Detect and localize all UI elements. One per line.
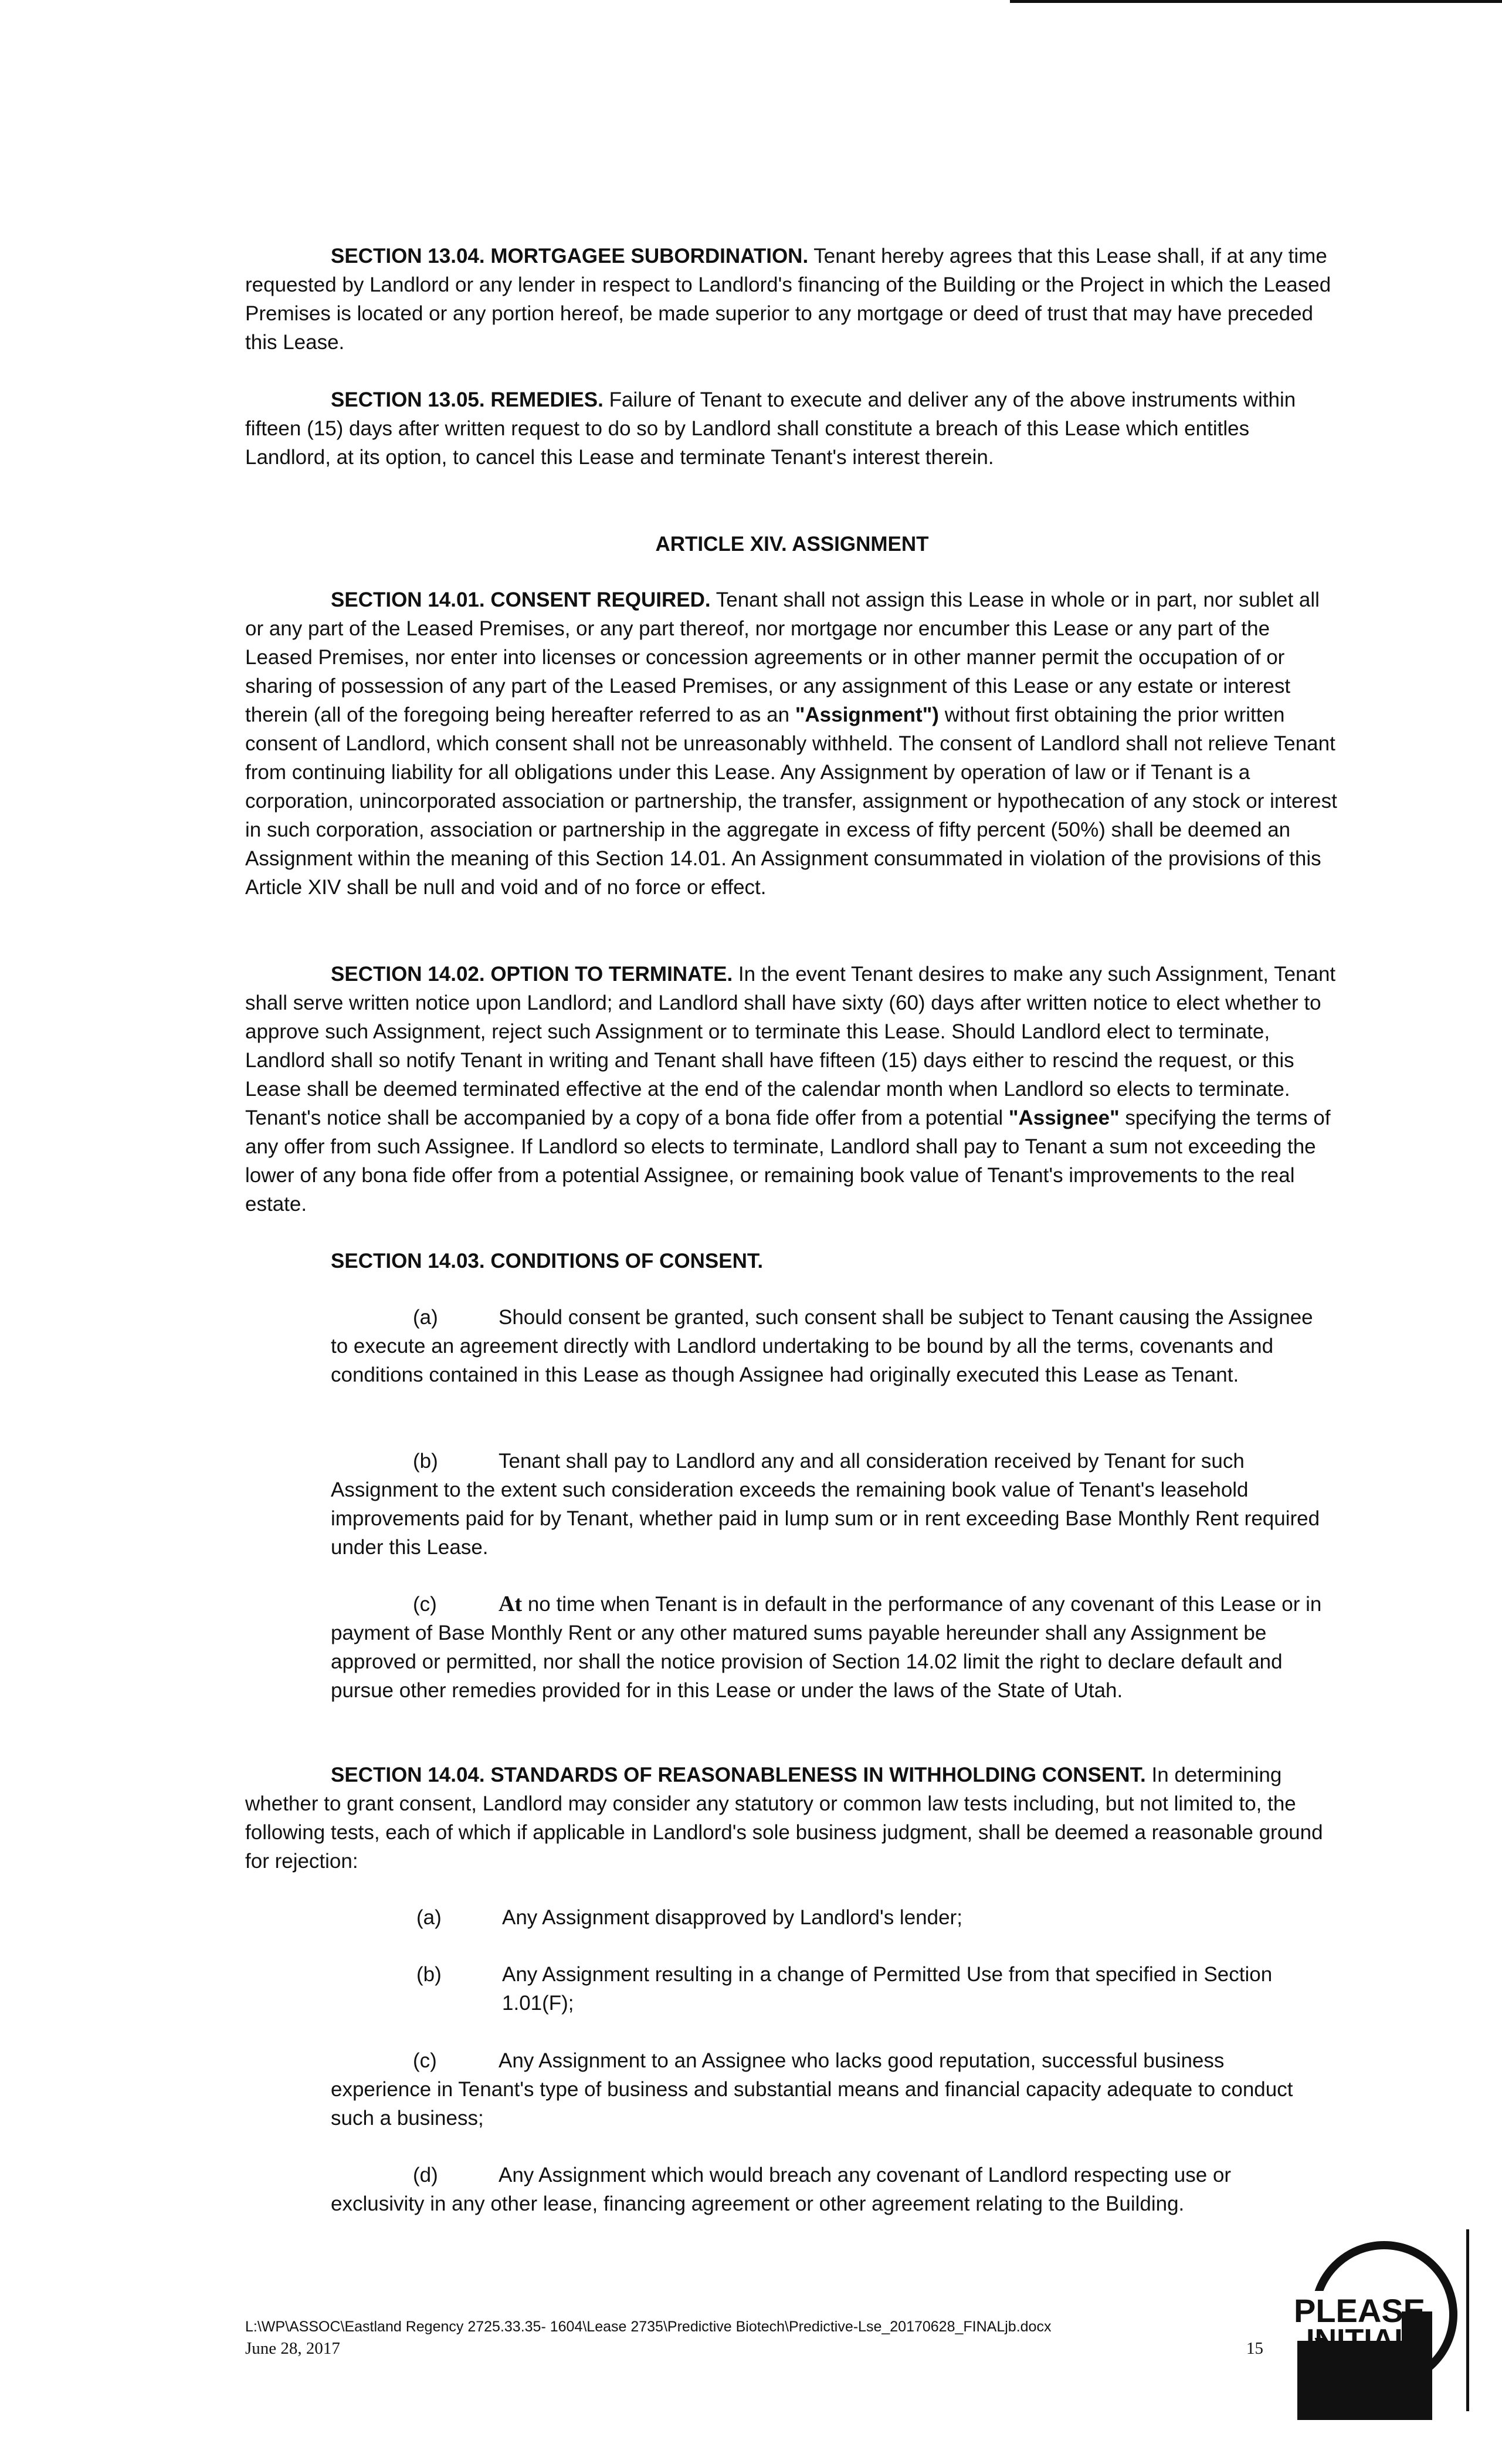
section-14-01-heading: SECTION 14.01. CONSENT REQUIRED. (331, 588, 711, 611)
section-14-04-heading: SECTION 14.04. STANDARDS OF REASONABLENESS IN WITHHOLDING CONSENT. (331, 1764, 1146, 1786)
condition-c-at: At (499, 1592, 523, 1616)
section-13-05-body: Failure of Tenant to execute and deliver any of the above instruments within fifteen (15) days after written request to do so by Landlord shall constitute a breach of this Lease which entitles Landlord, at its option, to cancel this Lease and terminate Tenant's interest therein. (245, 388, 1296, 469)
condition-a-text: Should consent be granted, such consent shall be subject to Tenant causing the Assignee to execute an agreement directly with Landlord undertaking to be bound by all the terms, covenants and conditions contained in this Lease as though Assignee had originally executed this Lease as Tenant. (331, 1306, 1313, 1386)
condition-b (331, 1447, 1322, 1562)
stamp-line-1: PLEASE (1293, 2292, 1426, 2329)
section-14-04-body: In determining whether to grant consent, Landlord may consider any statutory or common law tests including, but not limited to, the following tests, each of which if applicable in Landlord's sole business judgment, shall be deemed a reasonable ground for rejection: (245, 1764, 1323, 1873)
footer-date: June 28, 2017 (245, 2339, 340, 2358)
standard-a-label: (a) (416, 1906, 442, 1929)
standard-d-label: (d) (413, 2164, 438, 2187)
standard-c-text: Any Assignment to an Assignee who lacks good reputation, successful business experience in Tenant's type of business and substantial means and financial capacity adequate to conduct such a business; (331, 2049, 1293, 2130)
section-14-01-body-2: without first obtaining the prior written consent of Landlord, which consent shall not be unreasonably withheld. The consent of Landlord shall not relieve Tenant from continuing liability for all obligations under this Lease. Any Assignment by operation of law or if Tenant is a corporation, unincorporated association or partnership, the transfer, assignment or hypothecation of any stock or interest in such corporation, association or partnership in the aggregate in excess of fifty percent (50%) shall be deemed an Assignment within the meaning of this Section 14.01. An Assignment consummated in violation of the provisions of this Article XIV shall be null and void and of no force or effect. (245, 703, 1337, 899)
section-13-04-body: Tenant hereby agrees that this Lease shall, if at any time requested by Landlord or any lender in respect to Landlord's financing of the Building or the Project in which the Leased Premises is located or any portion hereof, be made superior to any mortgage or deed of trust that may have preceded this Lease. (245, 245, 1331, 354)
section-14-03-heading (331, 1247, 1328, 1275)
section-14-02-heading: SECTION 14.02. OPTION TO TERMINATE. (331, 963, 733, 986)
standard-b-label: (b) (416, 1963, 442, 1986)
section-13-04-heading: SECTION 13.04. MORTGAGEE SUBORDINATION. (331, 245, 809, 268)
please-initial-stamp (1290, 2235, 1478, 2423)
condition-a-label: (a) (413, 1306, 438, 1329)
top-rule (1010, 0, 1502, 3)
standard-d-text: Any Assignment which would breach any covenant of Landlord respecting use or exclusivity in any other lease, financing agreement or other agreement relating to the Building. (331, 2164, 1232, 2215)
condition-c (331, 1590, 1322, 1705)
page-number: 15 (1246, 2339, 1263, 2358)
condition-c-text: no time when Tenant is in default in the performance of any covenant of this Lease or in payment of Base Monthly Rent or any other matured sums payable hereunder shall any Assignment be approved or permitted, nor shall the notice provision of Section 14.02 limit the right to declare default and pursue other remedies provided for in this Lease or under the laws of the State of Utah. (331, 1593, 1322, 1702)
standard-a-text: Any Assignment disapproved by Landlord's lender; (502, 1906, 962, 1929)
section-14-01 (245, 585, 1339, 902)
condition-c-label: (c) (413, 1593, 437, 1616)
margin-rule (1466, 2229, 1469, 2411)
condition-a (331, 1303, 1322, 1389)
assignee-term: "Assignee" (1008, 1106, 1120, 1129)
standard-b (416, 1960, 1320, 2018)
condition-b-text: Tenant shall pay to Landlord any and all consideration received by Tenant for such Assignment to the extent such consideration exceeds the remaining book value of Tenant's leasehold improvements paid for by Tenant, whether paid in lump sum or in rent exceeding Base Monthly Rent required under this Lease. (331, 1450, 1320, 1559)
section-13-05 (245, 385, 1339, 472)
standard-a (416, 1903, 1320, 1932)
condition-b-label: (b) (413, 1450, 438, 1473)
standard-c (331, 2046, 1322, 2133)
section-14-04 (245, 1761, 1339, 1876)
section-13-05-heading: SECTION 13.05. REMEDIES. (331, 388, 603, 411)
stamp-line-2: INITIAL (1306, 2323, 1413, 2357)
assignment-term: "Assignment") (795, 703, 939, 726)
section-14-02-body-2: specifying the terms of any offer from such Assignee. If Landlord so elects to terminate, Landlord shall pay to Tenant a sum not exceeding the lower of any bona fide offer from a potential Assignee, or remaining book value of Tenant's improvements to the real estate. (245, 1106, 1331, 1216)
section-14-01-body-1: Tenant shall not assign this Lease in whole or in part, nor sublet all or any part of the Leased Premises, or any part thereof, nor mortgage nor encumber this Lease or any part of the Leased Premises, nor enter into licenses or concession agreements or in other manner permit the occupation of or sharing of possession of any part of the Leased Premises, or any assignment of this Lease or any estate or interest therein (all of the foregoing being hereafter referred to as an (245, 588, 1320, 726)
section-14-02-body-1: In the event Tenant desires to make any such Assignment, Tenant shall serve written notice upon Landlord; and Landlord shall have sixty (60) days after written notice to elect whether to approve such Assignment, reject such Assignment or to terminate this Lease. Should Landlord elect to terminate, Landlord shall so notify Tenant in writing and Tenant shall have fifteen (15) days either to rescind the request, or this Lease shall be deemed terminated effective at the end of the calendar month when Landlord so elects to terminate. Tenant's notice shall be accompanied by a copy of a bona fide offer from a potential (245, 963, 1336, 1129)
standard-d (331, 2161, 1322, 2218)
footer-file-path: L:\WP\ASSOC\Eastland Regency 2725.33.35- 1604\Lease 2735\Predictive Biotech\Predictive-Lse_20170628_FINALjb.docx (245, 2319, 1052, 2335)
section-14-03-heading-text: SECTION 14.03. CONDITIONS OF CONSENT. (331, 1250, 764, 1272)
section-13-04 (245, 242, 1339, 357)
section-14-02 (245, 960, 1339, 1219)
article-14-heading: ARTICLE XIV. ASSIGNMENT (655, 533, 929, 556)
standard-b-text: Any Assignment resulting in a change of Permitted Use from that specified in Section 1.01(F); (502, 1963, 1273, 2015)
standard-c-label: (c) (413, 2049, 437, 2072)
